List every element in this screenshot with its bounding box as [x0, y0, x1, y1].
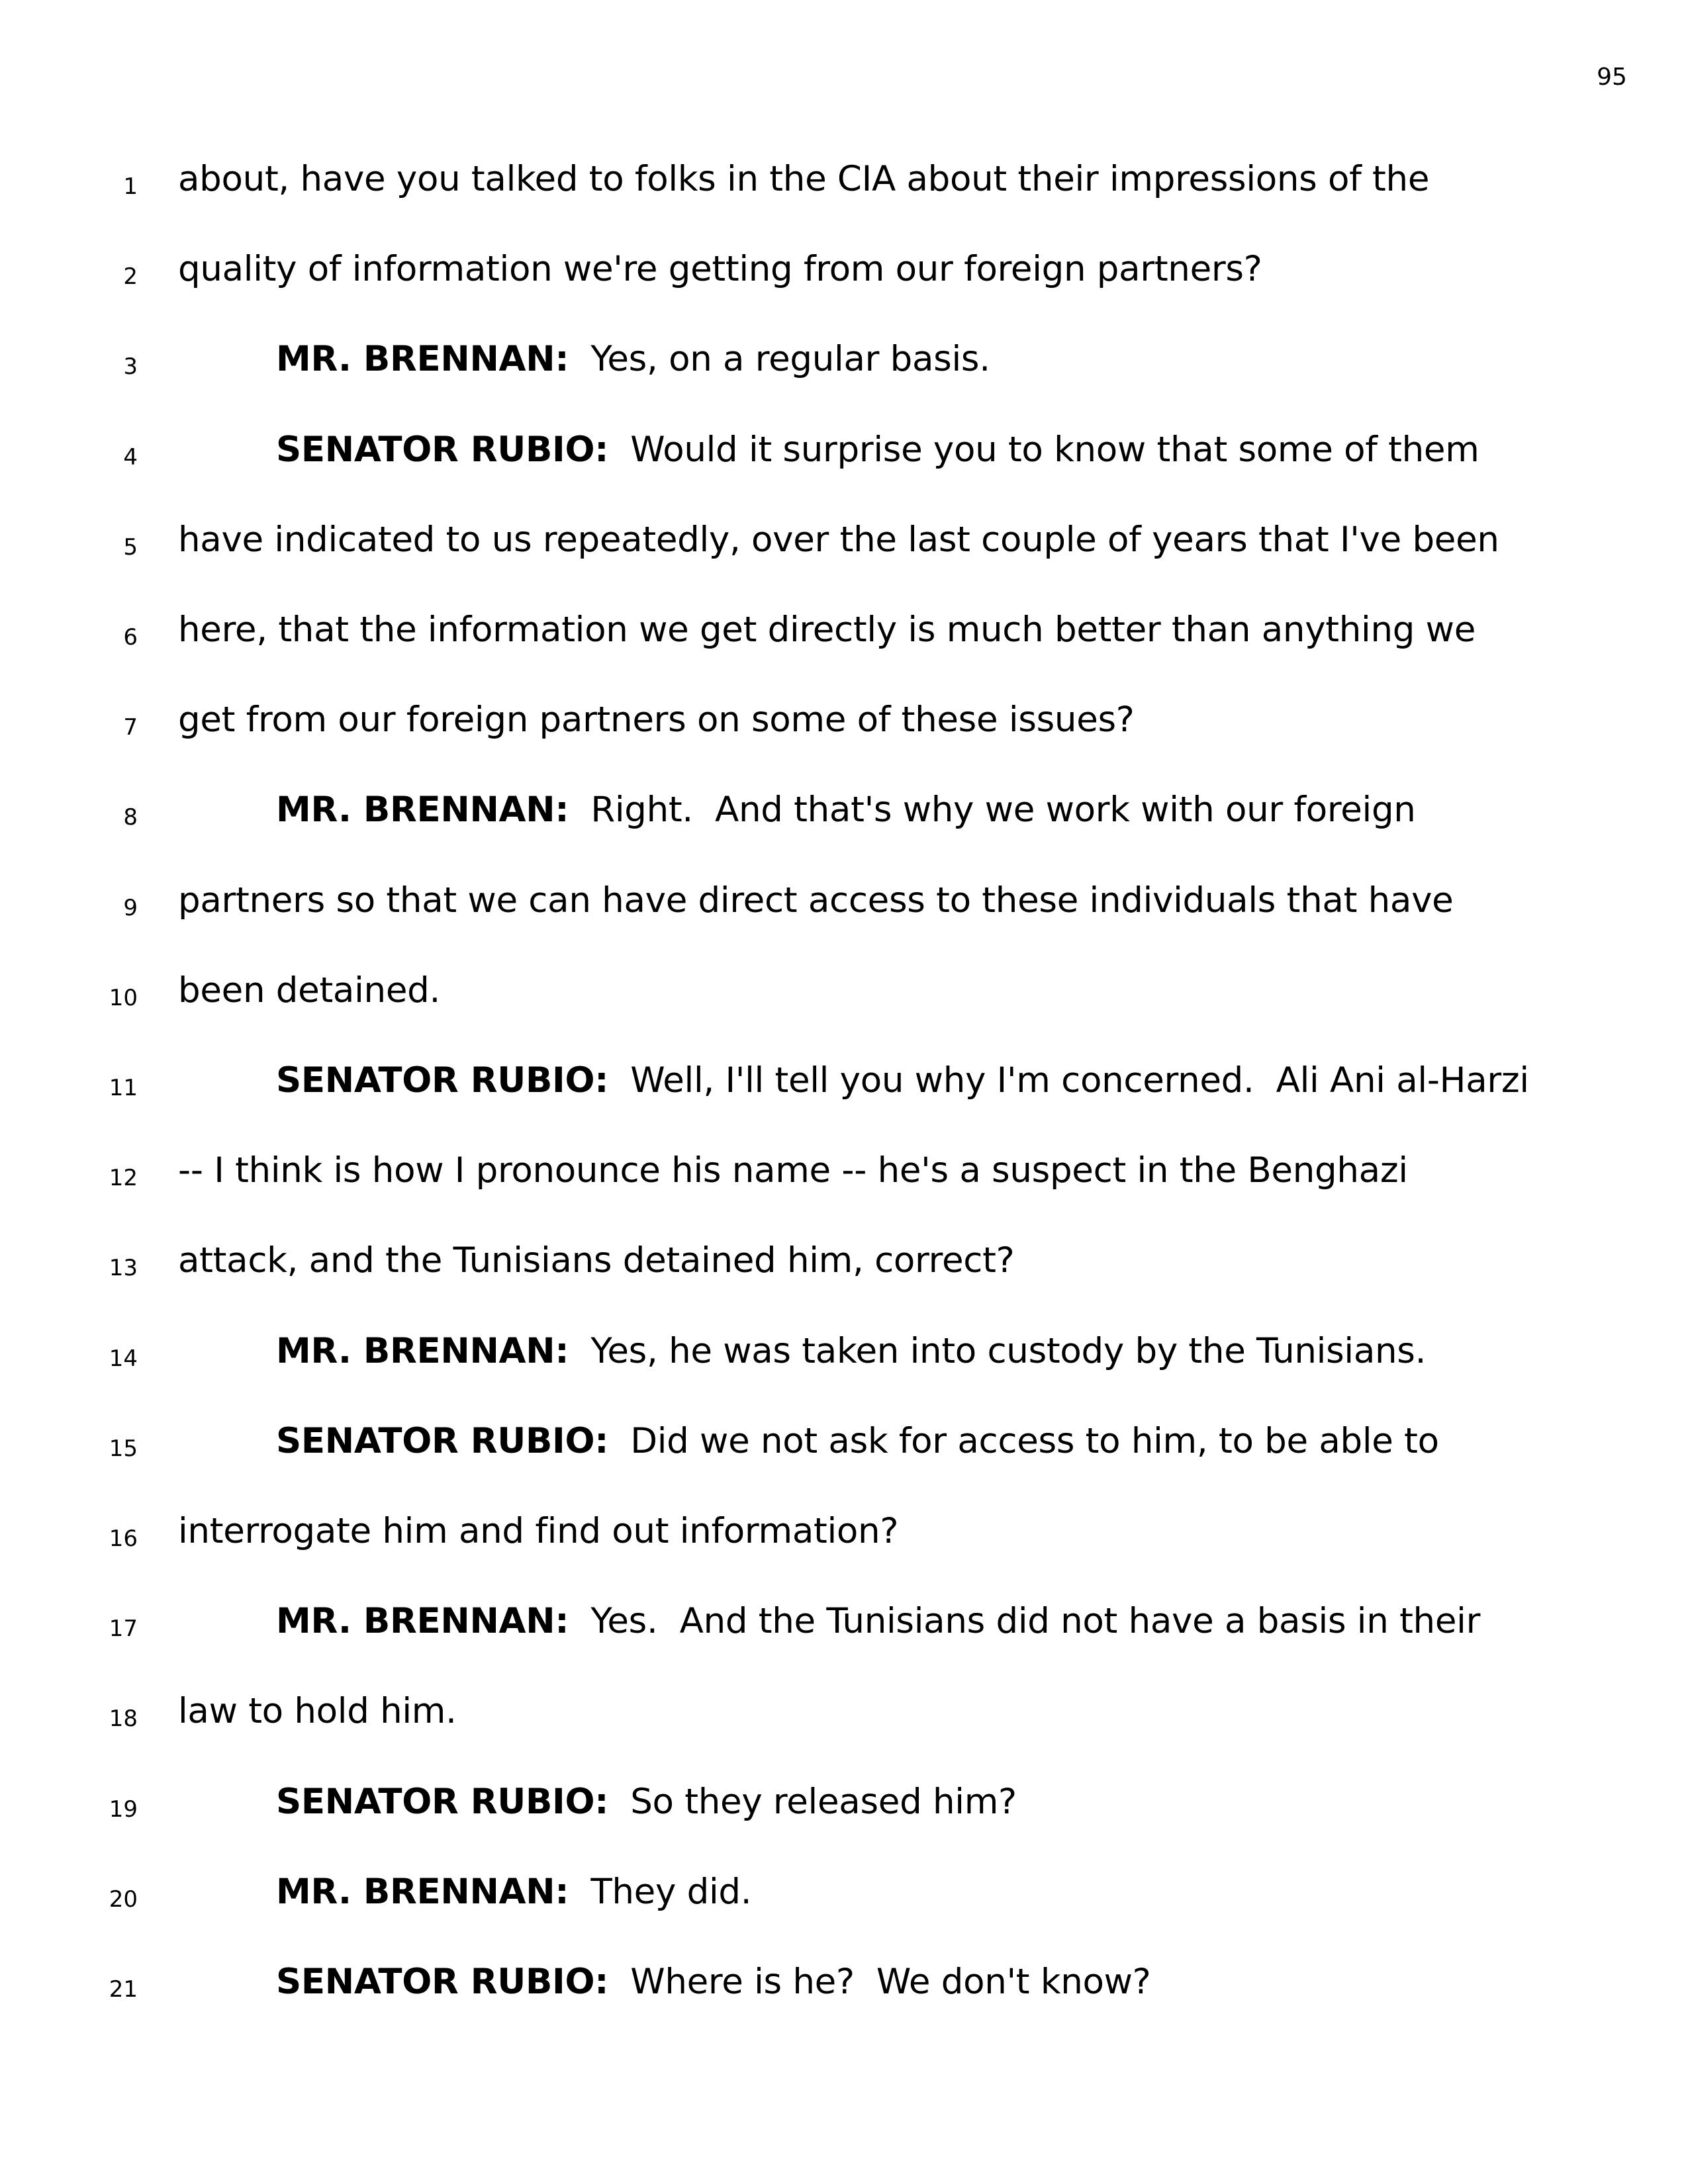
- spoken-text: Yes. And the Tunisians did not have a basis in their: [569, 1601, 1481, 1642]
- speaker-label: MR. BRENNAN:: [276, 1330, 569, 1371]
- transcript-line: [0, 1240, 1688, 1293]
- line-text: [276, 430, 1479, 470]
- transcript-line: [0, 610, 1688, 662]
- spoken-text: Yes, on a regular basis.: [569, 339, 990, 380]
- line-number: 10: [109, 984, 138, 1011]
- spoken-text: here, that the information we get directly is much better than anything we: [178, 610, 1476, 650]
- line-text: [276, 339, 990, 379]
- transcript-line: [0, 1331, 1688, 1384]
- line-number: 4: [123, 443, 138, 471]
- line-number: 14: [109, 1345, 138, 1372]
- line-text: [178, 1240, 1014, 1281]
- line-number: 11: [109, 1075, 138, 1101]
- transcript-line: [0, 1601, 1688, 1654]
- speaker-label: MR. BRENNAN:: [276, 1601, 569, 1642]
- transcript-line: [0, 430, 1688, 482]
- speaker-label: SENATOR RUBIO:: [276, 1060, 609, 1101]
- speaker-label: SENATOR RUBIO:: [276, 1420, 609, 1461]
- spoken-text: have indicated to us repeatedly, over the last couple of years that I've been: [178, 519, 1499, 560]
- line-text: [276, 1331, 1426, 1371]
- transcript-line: [0, 1511, 1688, 1564]
- line-number: 6: [123, 624, 138, 651]
- speaker-label: SENATOR RUBIO:: [276, 429, 609, 470]
- spoken-text: Yes, he was taken into custody by the Tunisians.: [569, 1330, 1427, 1371]
- line-text: [276, 1060, 1529, 1101]
- transcript-line: [0, 1782, 1688, 1835]
- spoken-text: partners so that we can have direct access to these individuals that have: [178, 880, 1454, 921]
- spoken-text: Did we not ask for access to him, to be able to: [608, 1420, 1439, 1461]
- line-text: [178, 1691, 457, 1731]
- line-text: [178, 880, 1453, 921]
- speaker-label: MR. BRENNAN:: [276, 790, 569, 831]
- transcript-line: [0, 790, 1688, 842]
- line-number: 20: [109, 1886, 138, 1913]
- transcript-line: [0, 700, 1688, 752]
- spoken-text: Would it surprise you to know that some of them: [608, 429, 1479, 470]
- spoken-text: Right. And that's why we work with our foreign: [569, 790, 1416, 831]
- transcript-line: [0, 1060, 1688, 1113]
- line-number: 15: [109, 1435, 138, 1462]
- transcript-line: [0, 1691, 1688, 1744]
- transcript-line: [0, 970, 1688, 1023]
- spoken-text: law to hold him.: [178, 1691, 457, 1732]
- line-number: 13: [109, 1255, 138, 1282]
- line-text: [276, 1872, 751, 1912]
- spoken-text: about, have you talked to folks in the CIA about their impressions of the: [178, 159, 1430, 199]
- line-text: [178, 610, 1476, 650]
- line-text: [276, 1601, 1480, 1641]
- line-number: 9: [123, 894, 138, 921]
- line-text: [178, 249, 1262, 289]
- transcript-line: [0, 1421, 1688, 1474]
- line-number: 12: [109, 1165, 138, 1192]
- spoken-text: been detained.: [178, 970, 441, 1011]
- line-text: [178, 1511, 898, 1551]
- line-number: 17: [109, 1615, 138, 1643]
- spoken-text: attack, and the Tunisians detained him, correct?: [178, 1240, 1015, 1281]
- line-number: 5: [123, 533, 138, 561]
- line-text: [178, 700, 1135, 740]
- speaker-label: SENATOR RUBIO:: [276, 1962, 609, 2002]
- spoken-text: So they released him?: [608, 1781, 1017, 1822]
- line-text: [276, 1962, 1151, 2002]
- line-text: [276, 1421, 1439, 1461]
- transcript-line: [0, 1962, 1688, 2015]
- line-number: 7: [123, 714, 138, 741]
- line-number: 16: [109, 1525, 138, 1552]
- transcript-line: [0, 1150, 1688, 1203]
- line-number: 19: [109, 1796, 138, 1823]
- line-text: [178, 970, 440, 1011]
- spoken-text: quality of information we're getting from our foreign partners?: [178, 249, 1262, 290]
- transcript-line: [0, 339, 1688, 392]
- transcript-line: [0, 249, 1688, 302]
- line-number: 3: [123, 353, 138, 381]
- line-text: [276, 1782, 1017, 1822]
- line-text: [178, 159, 1429, 199]
- spoken-text: Where is he? We don't know?: [608, 1962, 1151, 2002]
- spoken-text: Well, I'll tell you why I'm concerned. Ali Ani al-Harzi: [608, 1060, 1529, 1101]
- spoken-text: They did.: [569, 1871, 752, 1912]
- spoken-text: -- I think is how I pronounce his name -- he's a suspect in the Benghazi: [178, 1150, 1408, 1191]
- line-text: [276, 790, 1416, 830]
- speaker-label: SENATOR RUBIO:: [276, 1781, 609, 1822]
- line-number: 1: [123, 173, 138, 200]
- transcript-line: [0, 880, 1688, 933]
- speaker-label: MR. BRENNAN:: [276, 1871, 569, 1912]
- line-number: 21: [109, 1976, 138, 2003]
- spoken-text: interrogate him and find out information?: [178, 1511, 899, 1551]
- line-number: 18: [109, 1706, 138, 1733]
- line-text: [178, 520, 1499, 560]
- line-number: 2: [123, 263, 138, 291]
- spoken-text: get from our foreign partners on some of these issues?: [178, 700, 1135, 741]
- line-text: [178, 1150, 1408, 1191]
- transcript-line: [0, 520, 1688, 572]
- transcript-line: [0, 1872, 1688, 1925]
- line-number: 8: [123, 804, 138, 831]
- page-number: 95: [1597, 64, 1627, 91]
- speaker-label: MR. BRENNAN:: [276, 339, 569, 380]
- transcript-line: [0, 159, 1688, 212]
